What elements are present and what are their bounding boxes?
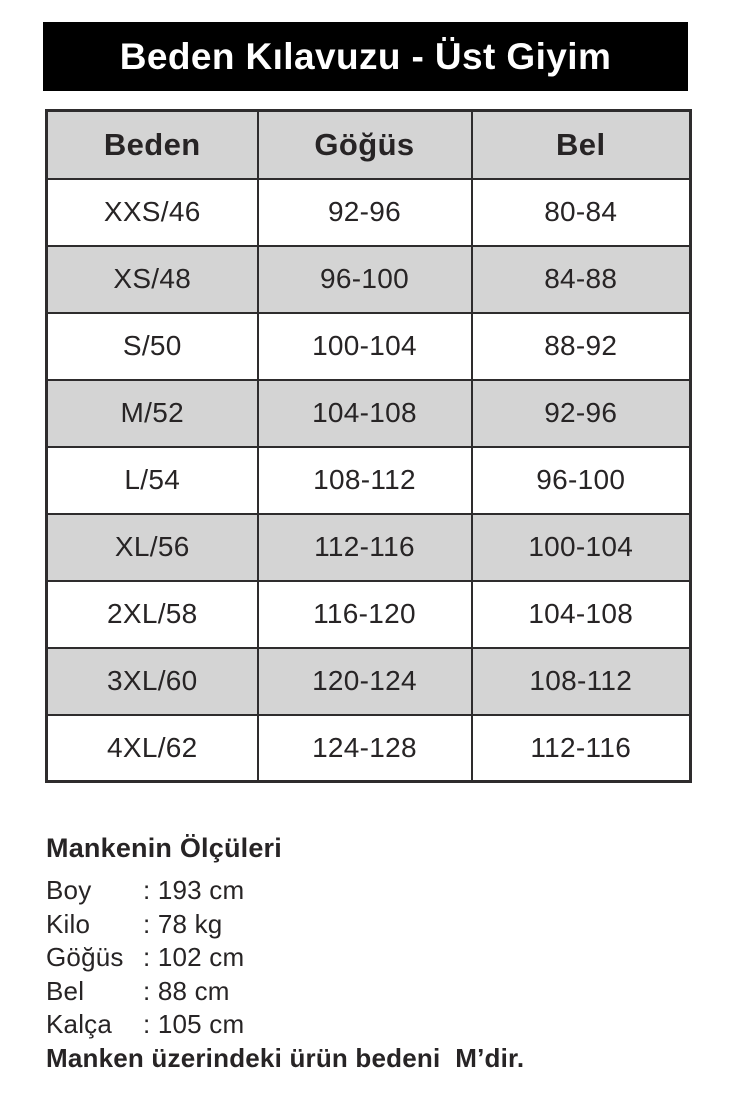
size-cell: S/50 — [47, 313, 258, 380]
waist-cell: 88-92 — [472, 313, 691, 380]
size-table — [45, 109, 692, 783]
chest-cell: 104-108 — [258, 380, 472, 447]
measurement-row-kalca — [46, 1008, 686, 1042]
measurement-value: : 105 cm — [143, 1009, 245, 1039]
chest-cell: 120-124 — [258, 648, 472, 715]
column-header-gogus: Göğüs — [258, 111, 472, 179]
table-row — [47, 380, 691, 447]
waist-cell: 80-84 — [472, 179, 691, 246]
size-cell: 3XL/60 — [47, 648, 258, 715]
model-measurements-title: Mankenin Ölçüleri — [46, 833, 282, 863]
column-header-bel: Bel — [472, 111, 691, 179]
measurement-value: : 78 kg — [143, 908, 223, 939]
table-row — [47, 313, 691, 380]
measurement-row-boy — [46, 874, 686, 908]
size-cell: 4XL/62 — [47, 715, 258, 782]
measurement-label: Boy — [46, 875, 92, 905]
table-header-row — [47, 111, 691, 179]
model-measurements-section — [46, 833, 686, 1075]
size-cell: XS/48 — [47, 246, 258, 313]
measurement-value: : 102 cm — [143, 942, 245, 972]
measurement-label: Kalça — [46, 1009, 113, 1039]
table-row — [47, 179, 691, 246]
model-size-note: Manken üzerindeki ürün bedeni M’dir. — [46, 1042, 525, 1073]
table-row — [47, 514, 691, 581]
table-row — [47, 581, 691, 648]
waist-cell: 96-100 — [472, 447, 691, 514]
size-cell: 2XL/58 — [47, 581, 258, 648]
waist-cell: 100-104 — [472, 514, 691, 581]
size-cell: M/52 — [47, 380, 258, 447]
chest-cell: 112-116 — [258, 514, 472, 581]
measurement-row-kilo — [46, 908, 686, 942]
size-cell: XL/56 — [47, 514, 258, 581]
measurement-label: Kilo — [46, 908, 91, 939]
table-row — [47, 246, 691, 313]
measurement-row-bel — [46, 975, 686, 1009]
chest-cell: 96-100 — [258, 246, 472, 313]
waist-cell: 108-112 — [472, 648, 691, 715]
title-bar — [43, 22, 688, 91]
measurement-label: Göğüs — [46, 942, 124, 972]
waist-cell: 112-116 — [472, 715, 691, 782]
table-row — [47, 715, 691, 782]
measurement-value: : 193 cm — [143, 875, 245, 905]
size-cell: L/54 — [47, 447, 258, 514]
chest-cell: 100-104 — [258, 313, 472, 380]
chest-cell: 124-128 — [258, 715, 472, 782]
chest-cell: 92-96 — [258, 179, 472, 246]
waist-cell: 84-88 — [472, 246, 691, 313]
waist-cell: 92-96 — [472, 380, 691, 447]
measurement-value: : 88 cm — [143, 975, 230, 1006]
measurement-row-gogus — [46, 941, 686, 975]
column-header-beden: Beden — [47, 111, 258, 179]
page-title: Beden Kılavuzu - Üst Giyim — [119, 35, 612, 77]
waist-cell: 104-108 — [472, 581, 691, 648]
chest-cell: 108-112 — [258, 447, 472, 514]
table-row — [47, 648, 691, 715]
measurement-label: Bel — [46, 975, 85, 1006]
chest-cell: 116-120 — [258, 581, 472, 648]
size-cell: XXS/46 — [47, 179, 258, 246]
table-row — [47, 447, 691, 514]
